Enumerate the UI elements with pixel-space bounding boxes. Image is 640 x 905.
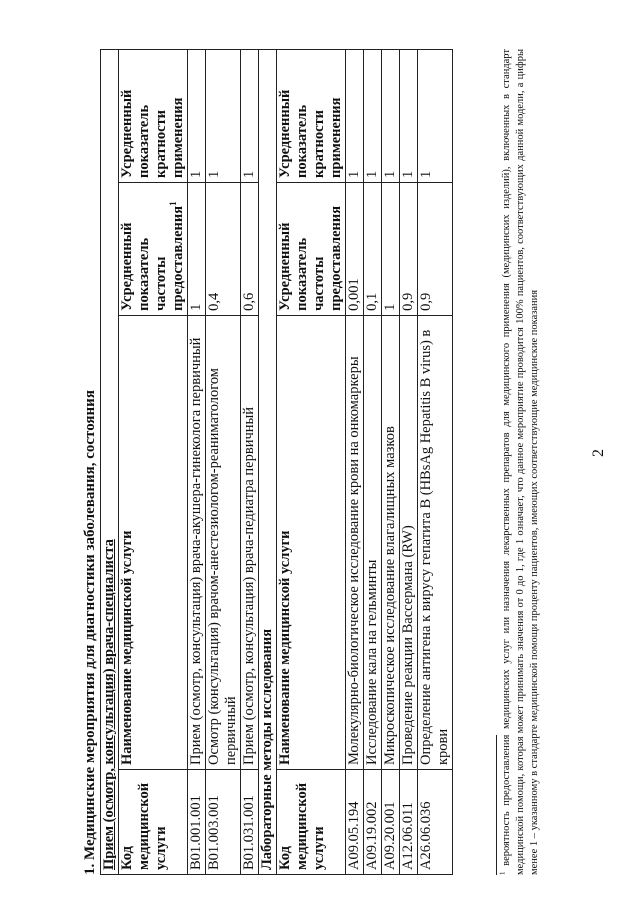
service-name: Проведение реакции Вассермана (RW) [400, 315, 418, 769]
service-name: Осмотр (консультация) врачом-анестезиологом-реаниматологом первичный [206, 315, 241, 769]
table-row [241, 50, 259, 875]
group-row-consultations [101, 50, 119, 875]
section-title: 1. Медицинские мероприятия для диагностики заболевания, состояния [82, 390, 98, 875]
service-multiplicity: 1 [206, 50, 241, 183]
service-frequency: 0,1 [364, 182, 382, 315]
header-multiplicity: Усредненный показатель кратности применения [119, 50, 188, 183]
table-row [346, 50, 364, 875]
table-row [382, 50, 400, 875]
table-row [206, 50, 241, 875]
header-row-consultations [119, 50, 188, 875]
service-frequency: 0,9 [418, 182, 453, 315]
header-row-laboratory [277, 50, 346, 875]
header-code: Код медицинской услуги [119, 770, 188, 875]
service-frequency: 0,001 [346, 182, 364, 315]
service-multiplicity: 1 [188, 50, 206, 183]
service-multiplicity: 1 [400, 50, 418, 183]
service-frequency: 1 [382, 182, 400, 315]
service-name: Прием (осмотр, консультация) врача-педиатра первичный [241, 315, 259, 769]
service-code: A12.06.011 [400, 770, 418, 875]
page-number: 2 [590, 449, 607, 457]
group-title-laboratory: Лабораторные методы исследования [259, 50, 277, 875]
service-frequency: 0,6 [241, 182, 259, 315]
service-frequency: 0,9 [400, 182, 418, 315]
table-row [400, 50, 418, 875]
service-code: B01.003.001 [206, 770, 241, 875]
service-code: A09.05.194 [346, 770, 364, 875]
service-code: A09.20.001 [382, 770, 400, 875]
service-code: B01.001.001 [188, 770, 206, 875]
service-code: A09.19.002 [364, 770, 382, 875]
service-code: A26.06.036 [418, 770, 453, 875]
service-name: Прием (осмотр, консультация) врача-акушера-гинеколога первичный [188, 315, 206, 769]
header-name: Наименование медицинской услуги [277, 315, 346, 769]
table-row [364, 50, 382, 875]
footnote-marker: 1 [498, 871, 507, 875]
footnote-text: вероятность предоставления медицинских услуг или назначения лекарственных препаратов для медицинского применения (медицинских изделий), включенных в стандарт медицинской помощи, которая может принимать значения от 0 до 1, где 1 означает, что данное мероприятие проводится 100% пациентов, соответствующих данной модели, а цифры менее 1 – указанному в стандарте медицинской помощи проценту пациентов, имеющих соответствующие медицинские показания [501, 48, 540, 875]
header-frequency: Усредненный показатель частоты предоставления [277, 182, 346, 315]
header-frequency [119, 182, 188, 315]
service-code: B01.031.001 [241, 770, 259, 875]
header-frequency-label: Усредненный показатель частоты предоставления [119, 205, 186, 311]
service-name: Исследование кала на гельминты [364, 315, 382, 769]
service-name: Микроскопическое исследование влагалищных мазков [382, 315, 400, 769]
service-frequency: 0,4 [206, 182, 241, 315]
service-frequency: 1 [188, 182, 206, 315]
service-multiplicity: 1 [241, 50, 259, 183]
service-multiplicity: 1 [364, 50, 382, 183]
service-name: Молекулярно-биологическое исследование крови на онкомаркеры [346, 315, 364, 769]
table-row [418, 50, 453, 875]
services-table [100, 49, 453, 875]
service-multiplicity: 1 [418, 50, 453, 183]
header-multiplicity: Усредненный показатель кратности применения [277, 50, 346, 183]
service-multiplicity: 1 [346, 50, 364, 183]
group-row-laboratory [259, 50, 277, 875]
service-name: Определение антигена к вирусу гепатита B (HBsAg Hepatitis B virus) в крови [418, 315, 453, 769]
footnote [500, 49, 542, 875]
group-title-consultations: Прием (осмотр, консультация) врача-специалиста [101, 539, 117, 870]
footnote-ref: 1 [168, 201, 179, 206]
table-row [188, 50, 206, 875]
header-name: Наименование медицинской услуги [119, 315, 188, 769]
service-multiplicity: 1 [382, 50, 400, 183]
footnote-divider [496, 735, 497, 875]
header-code: Код медицинской услуги [277, 770, 346, 875]
